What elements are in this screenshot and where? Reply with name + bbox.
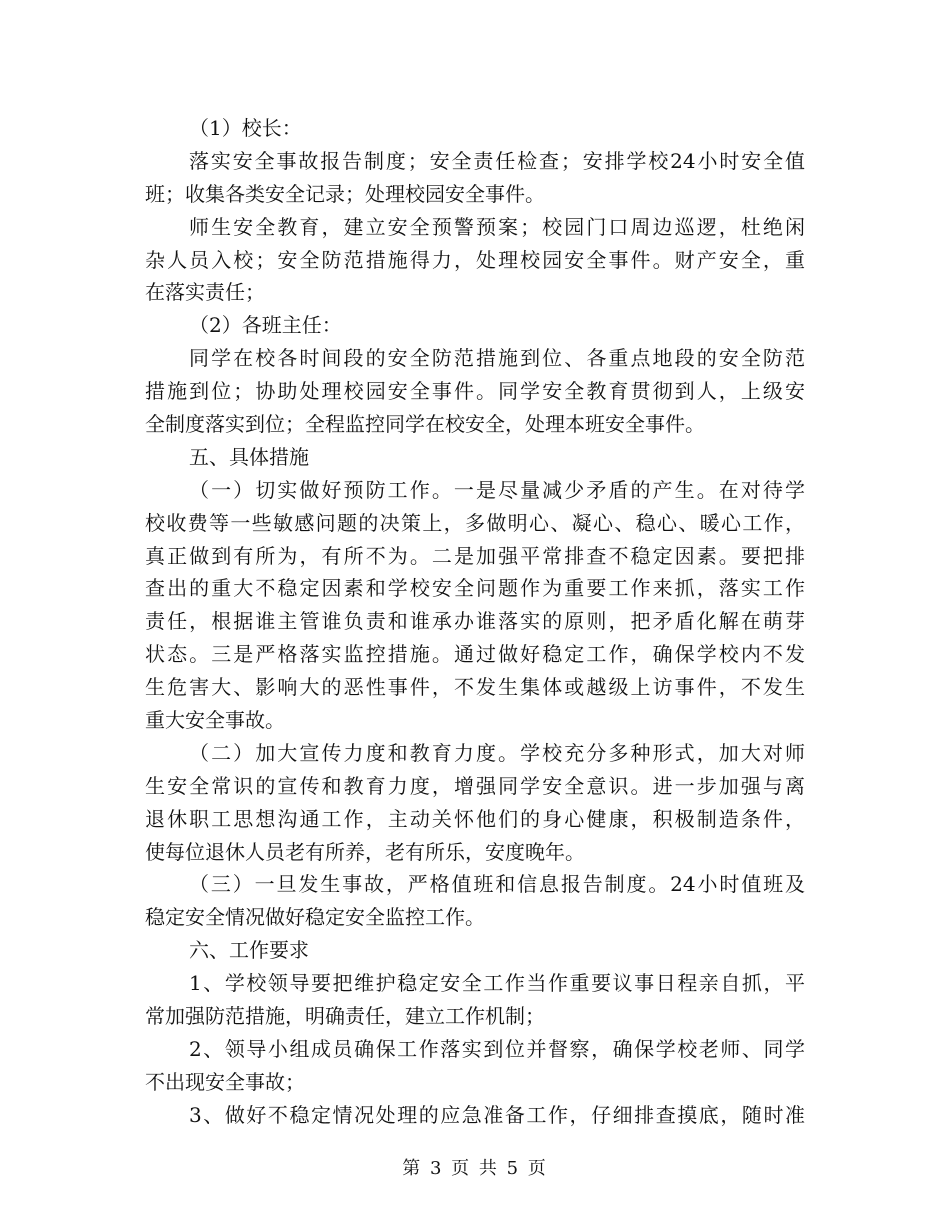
paragraph-line: 退休职工思想沟通工作，主动关怀他们的身心健康，积极制造条件，	[145, 806, 805, 831]
paragraph-line: 1、学校领导要把维护稳定安全工作当作重要议事日程亲自抓，平	[189, 971, 805, 996]
paragraph-line: 责任，根据谁主管谁负责和谁承办谁落实的原则，把矛盾化解在萌芽	[145, 609, 805, 634]
paragraph-line: 杂人员入校；安全防范措施得力，处理校园安全事件。财产安全，重	[145, 247, 805, 272]
paragraph-line: 生安全常识的宣传和教育力度，增强同学安全意识。进一步加强与离	[145, 773, 805, 798]
paragraph-line: 生危害大、影响大的恶性事件，不发生集体或越级上访事件，不发生	[145, 675, 805, 700]
paragraph-line: 落实安全事故报告制度；安全责任检查；安排学校24小时安全值	[189, 148, 805, 173]
paragraph-line: 同学在校各时间段的安全防范措施到位、各重点地段的安全防范	[189, 346, 805, 371]
section-heading: （2）各班主任：	[189, 313, 342, 338]
paragraph-line: 2、领导小组成员确保工作落实到位并督察，确保学校老师、同学	[189, 1036, 805, 1061]
paragraph-line: 稳定安全情况做好稳定安全监控工作。	[145, 905, 485, 930]
paragraph-line: 使每位退休人员老有所养，老有所乐，安度晚年。	[145, 839, 585, 864]
paragraph-line: （一）切实做好预防工作。一是尽量减少矛盾的产生。在对待学	[189, 477, 805, 502]
paragraph-line: （三）一旦发生事故，严格值班和信息报告制度。24小时值班及	[189, 872, 805, 897]
paragraph-line: 不出现安全事故；	[145, 1069, 305, 1094]
paragraph-line: 状态。三是严格落实监控措施。通过做好稳定工作，确保学校内不发	[145, 642, 805, 667]
section-heading: 五、具体措施	[189, 444, 309, 469]
page-footer: 第 3 页 共 5 页	[402, 1158, 548, 1179]
paragraph-line: 师生安全教育，建立安全预警预案；校园门口周边巡逻，杜绝闲	[189, 214, 805, 239]
paragraph-line: 措施到位；协助处理校园安全事件。同学安全教育贯彻到人，上级安	[145, 379, 805, 404]
paragraph-line: 重大安全事故。	[145, 708, 285, 733]
paragraph-line: 真正做到有所为，有所不为。二是加强平常排查不稳定因素。要把排	[145, 543, 805, 568]
section-heading: （1）校长：	[189, 116, 302, 140]
paragraph-line: 全制度落实到位；全程监控同学在校安全，处理本班安全事件。	[145, 412, 705, 437]
paragraph-line: （二）加大宣传力度和教育力度。学校充分多种形式，加大对师	[189, 740, 805, 765]
paragraph-line: 查出的重大不稳定因素和学校安全问题作为重要工作来抓，落实工作	[145, 576, 805, 601]
paragraph-line: 3、做好不稳定情况处理的应急准备工作，仔细排查摸底，随时准	[189, 1102, 805, 1127]
paragraph-line: 常加强防范措施，明确责任，建立工作机制；	[145, 1004, 545, 1029]
paragraph-line: 在落实责任；	[145, 280, 265, 305]
paragraph-line: 班；收集各类安全记录；处理校园安全事件。	[145, 181, 545, 206]
section-heading: 六、工作要求	[189, 938, 309, 963]
document-body	[145, 112, 805, 1132]
paragraph-line: 校收费等一些敏感问题的决策上，多做明心、凝心、稳心、暖心工作，	[145, 510, 805, 535]
